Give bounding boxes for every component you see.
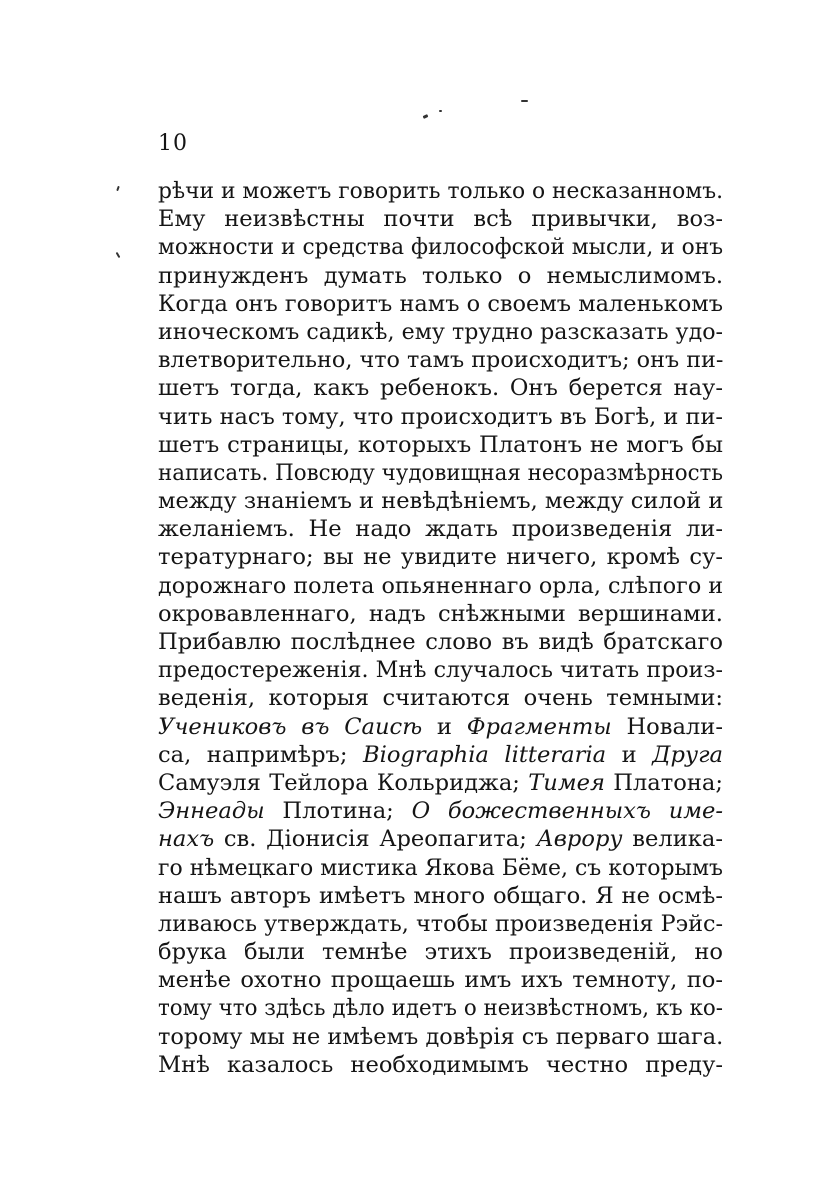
- text-run: шетъ тогда, какъ ребенокъ. Онъ берется нау-: [158, 375, 723, 402]
- text-run: ливаюсь утверждать, чтобы произведенія Рэйс-: [158, 910, 724, 937]
- text-run: велика-: [622, 826, 723, 853]
- text-line: [158, 290, 723, 318]
- text-run: менѣе охотно прощаешь имъ ихъ темноту, по-: [158, 967, 723, 994]
- page-number: 10: [158, 131, 188, 156]
- text-line: [158, 966, 723, 994]
- text-run: Когда онъ говоритъ намъ о своемъ маленькомъ: [158, 290, 724, 317]
- text-run: Прибавлю послѣднее слово въ видѣ братскаго: [158, 629, 723, 655]
- text-run: между знаніемъ и невѣдѣніемъ, между силой и: [158, 488, 724, 515]
- text-line: [158, 854, 723, 882]
- text-run: написать. Повсюду чудовищная несоразмѣрность: [158, 459, 723, 486]
- text-run: нашъ авторъ имѣетъ много общаго. Я не осмѣ-: [158, 882, 723, 909]
- text-line: [158, 713, 723, 741]
- text-run: св. Діонисія Ареопагита;: [214, 826, 537, 853]
- scan-speck: [423, 114, 429, 119]
- text-run: го нѣмецкаго мистика Якова Бёме, съ которымъ: [158, 854, 724, 881]
- text-run: и: [606, 741, 653, 768]
- text-run: Мнѣ казалось необходимымъ честно преду-: [158, 1051, 723, 1078]
- text-run: Новали-: [611, 713, 723, 740]
- text-line: [158, 910, 723, 938]
- text-line: [158, 403, 723, 431]
- text-line: [158, 346, 723, 374]
- text-run: брука были темнѣе этихъ произведеній, но: [158, 939, 723, 966]
- text-line: [158, 177, 723, 205]
- text-line: [158, 262, 723, 290]
- italic-title: Эннеады: [158, 798, 265, 825]
- text-line: [158, 741, 723, 769]
- text-line: [158, 684, 723, 712]
- text-line: [158, 797, 723, 825]
- text-run: торому мы не имѣемъ довѣрія съ перваго шага.: [158, 1023, 724, 1050]
- scan-speck: [521, 100, 528, 102]
- text-line: [158, 1051, 723, 1079]
- text-run: предостереженія. Мнѣ случалось читать произ-: [158, 657, 723, 684]
- italic-title: Аврору: [536, 826, 623, 853]
- text-line: [158, 431, 723, 459]
- text-line: [158, 318, 723, 346]
- text-run: чить насъ тому, что происходитъ въ Богѣ, и пи-: [158, 403, 724, 430]
- text-run: влетворительно, что тамъ происходитъ; онъ пи-: [158, 347, 724, 374]
- text-line: [158, 515, 723, 543]
- italic-title: Biographia litteraria: [363, 741, 607, 768]
- text-run: Ему неизвѣстны почти всѣ привычки, воз-: [158, 206, 723, 233]
- text-run: иноческомъ садикѣ, ему трудно разсказать удо-: [158, 318, 723, 345]
- italic-title: Учениковъ въ Саисѣ: [158, 713, 423, 740]
- text-run: Самуэля Тейлора Кольриджа;: [158, 769, 529, 796]
- text-line: [158, 994, 723, 1022]
- italic-title: нахъ: [158, 826, 215, 853]
- italic-title: Друга: [652, 741, 723, 768]
- text-run: рѣчи и можетъ говорить только о несказанномъ.: [158, 178, 724, 204]
- text-line: [158, 459, 723, 487]
- text-line: [158, 628, 723, 656]
- text-run: веденія, которыя считаются очень темными:: [158, 685, 723, 712]
- text-line: [158, 882, 723, 910]
- text-run: дорожнаго полета опьяненнаго орла, слѣпого и: [158, 572, 724, 599]
- text-run: принужденъ думать только о немыслимомъ.: [158, 262, 723, 289]
- text-run: тературнаго; вы не увидите ничего, кромѣ су-: [158, 544, 723, 571]
- text-run: тому что здѣсь дѣло идетъ о неизвѣстномъ, къ ко-: [158, 995, 723, 1022]
- text-run: шетъ страницы, которыхъ Платонъ не могъ бы: [158, 431, 723, 458]
- text-line: [158, 600, 723, 628]
- text-line: [158, 825, 723, 853]
- italic-title: О божественныхъ име-: [411, 798, 723, 825]
- scan-speck: [116, 186, 120, 191]
- text-run: окровавленнаго, надъ снѣжными вершинами.: [158, 600, 723, 627]
- text-line: [158, 487, 723, 515]
- text-run: Плотина;: [264, 798, 412, 825]
- text-run: желаніемъ. Не надо ждать произведенія ли-: [158, 516, 723, 543]
- italic-title: Фрагменты: [466, 713, 612, 740]
- text-run: Платона;: [604, 769, 723, 796]
- text-line: [158, 938, 723, 966]
- scan-speck: [439, 110, 442, 112]
- text-line: [158, 656, 723, 684]
- text-line: [158, 572, 723, 600]
- italic-title: Тимея: [528, 769, 605, 796]
- text-run: са, напримѣръ;: [158, 741, 364, 768]
- text-line: [158, 205, 723, 233]
- text-line: [158, 769, 723, 797]
- scan-speck: [116, 252, 121, 258]
- text-line: [158, 374, 723, 402]
- text-line: [158, 1023, 723, 1051]
- text-run: можности и средства философской мысли, и онъ: [158, 234, 724, 261]
- text-line: [158, 543, 723, 571]
- text-run: и: [422, 713, 467, 740]
- text-line: [158, 233, 723, 261]
- body-text: [158, 177, 723, 1079]
